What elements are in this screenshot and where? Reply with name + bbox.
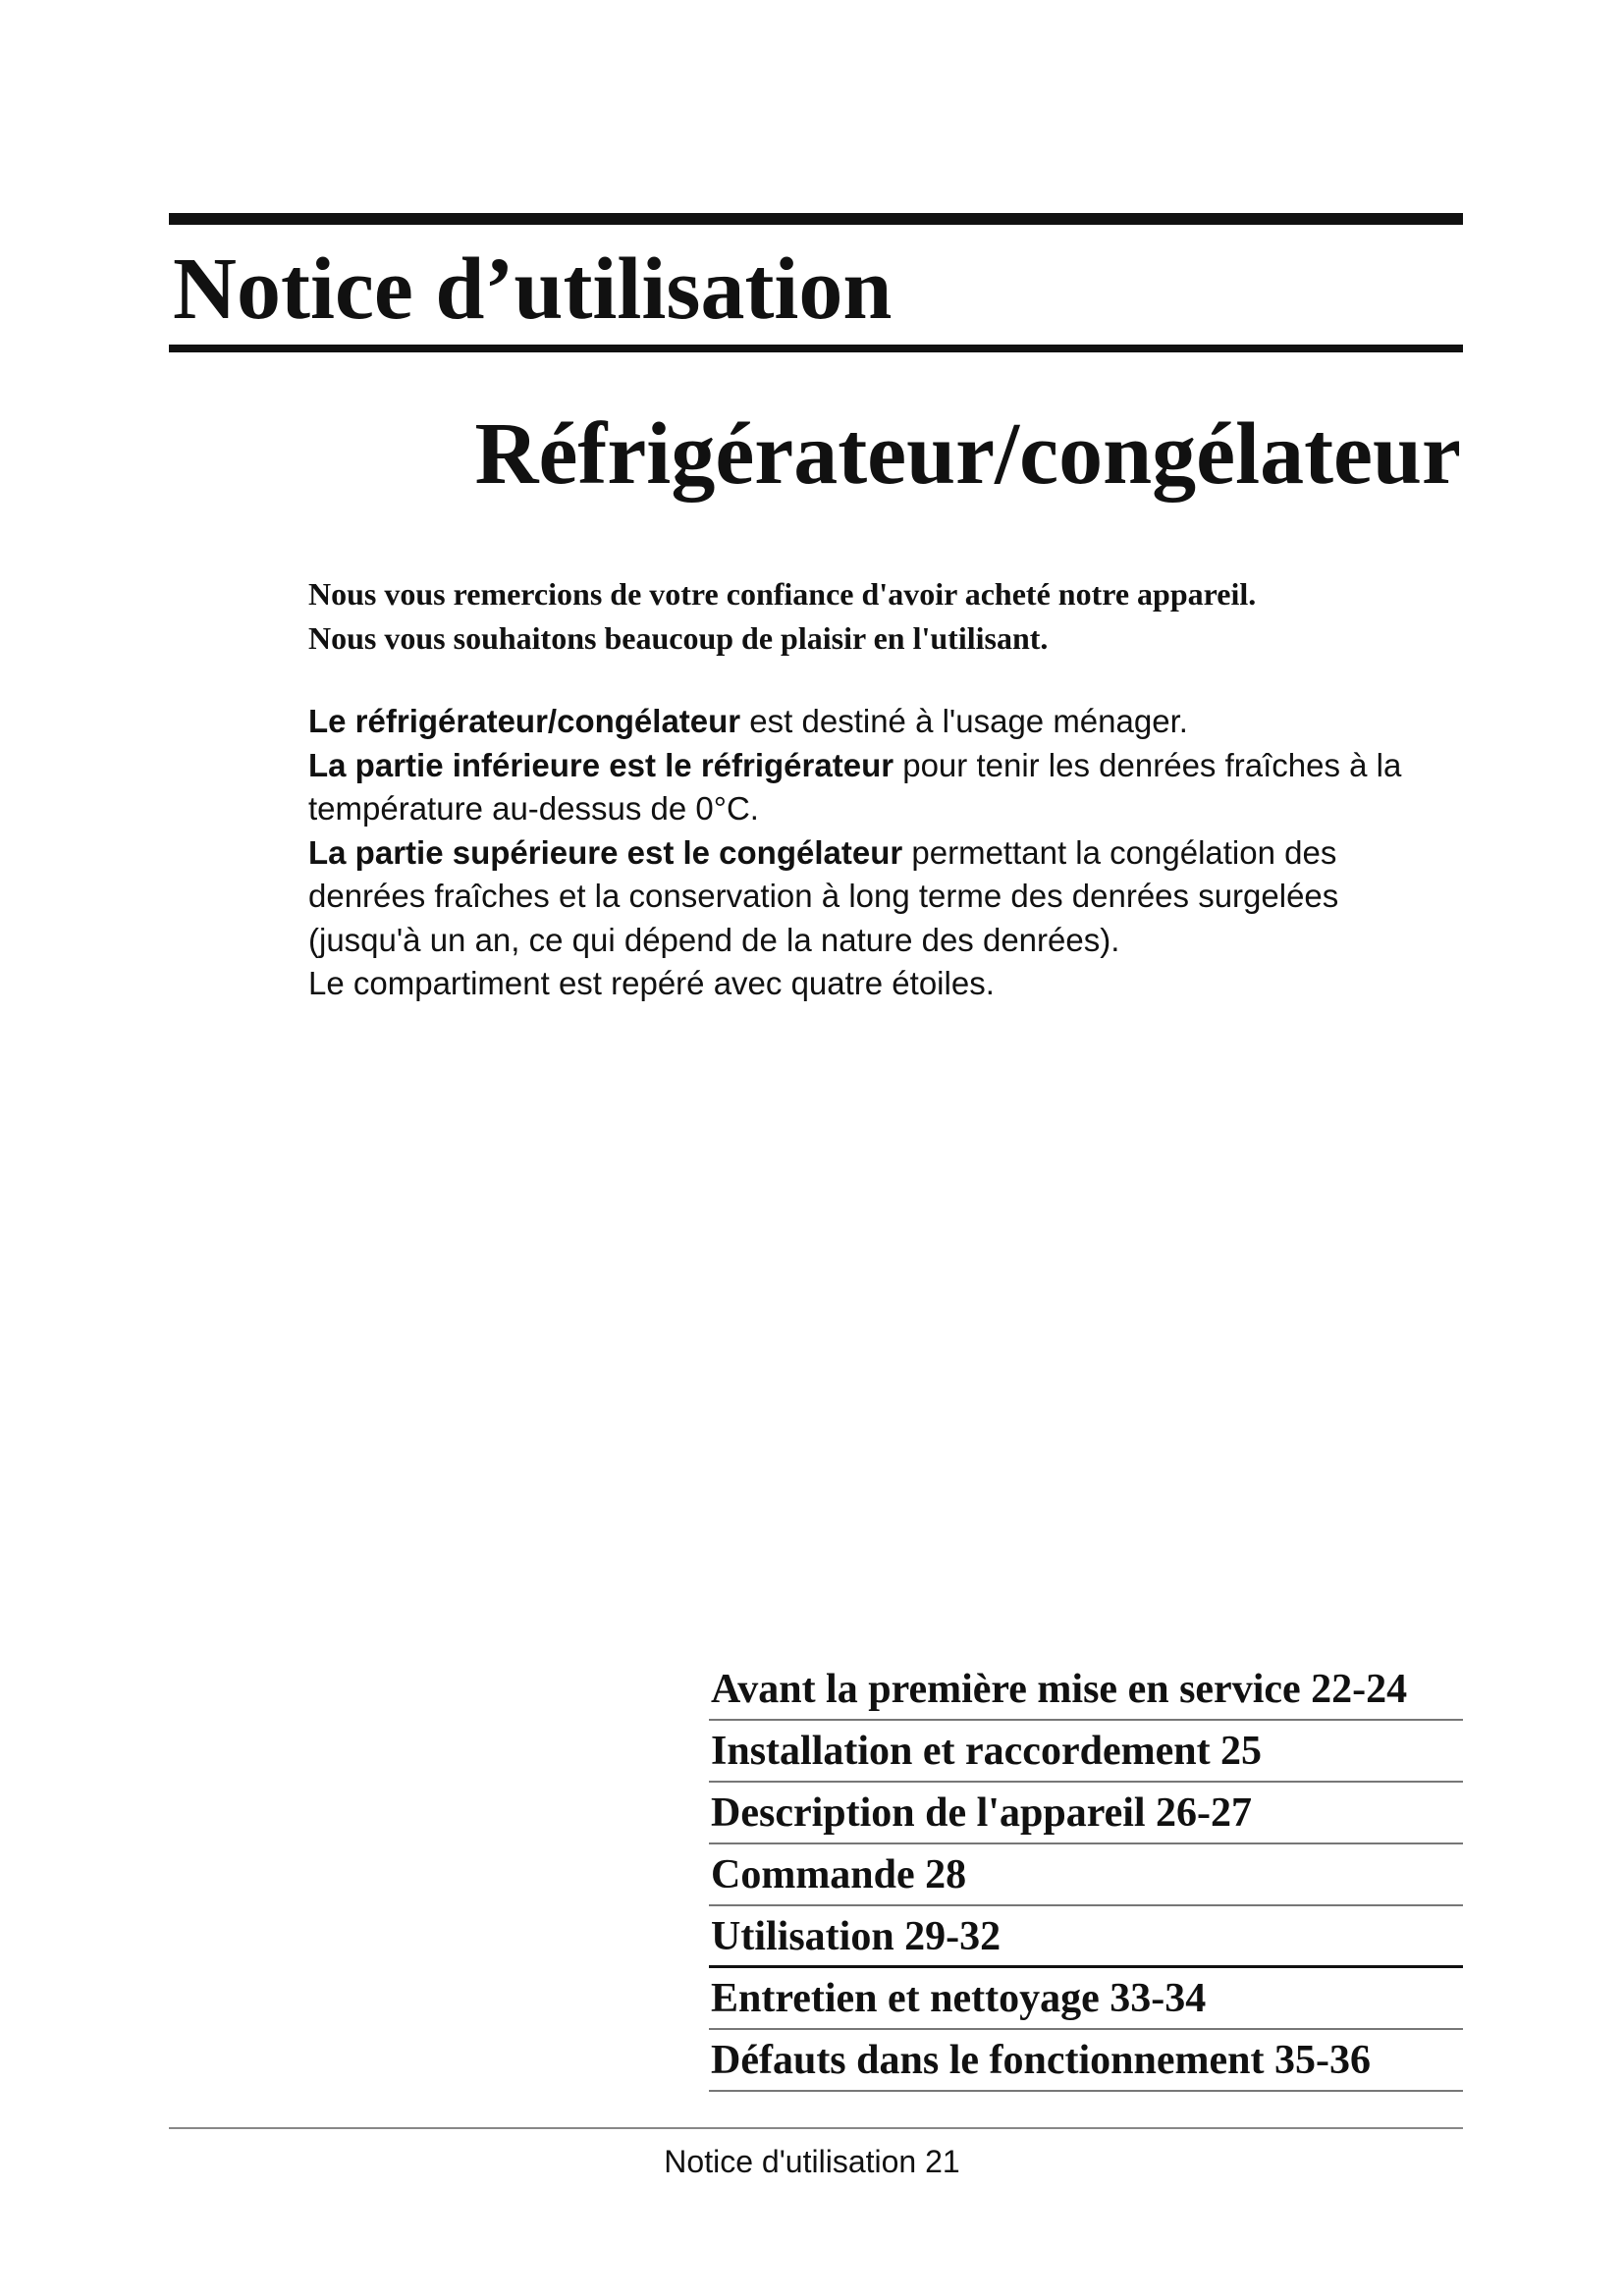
toc-item-defauts[interactable]: Défauts dans le fonctionnement 35-36: [709, 2030, 1463, 2092]
intro-p3-bold: La partie supérieure est le congélateur: [308, 833, 903, 871]
intro-text: [308, 700, 1447, 1006]
page-footer: Notice d'utilisation 21: [664, 2144, 960, 2179]
thanks-line-1: Nous vous remercions de votre confiance d'avoir acheté notre appareil.: [308, 576, 1257, 612]
toc-item-utilisation[interactable]: Utilisation 29-32: [709, 1906, 1463, 1968]
toc-item-description[interactable]: Description de l'appareil 26-27: [709, 1783, 1463, 1844]
intro-p2-text: pour tenir les denrées fraîches à la température au-dessus de 0°C.: [308, 746, 1402, 827]
thanks-message: [308, 572, 1437, 661]
toc-item-avant-mise-en-service[interactable]: Avant la première mise en service 22-24: [709, 1659, 1463, 1721]
intro-p1-text: est destiné à l'usage ménager.: [740, 703, 1188, 739]
intro-paragraph-1: [308, 700, 1447, 744]
intro-paragraph-2: [308, 744, 1447, 831]
top-rule: [169, 213, 1463, 225]
page-title: Notice d’utilisation: [173, 240, 893, 338]
toc-item-installation[interactable]: Installation et raccordement 25: [709, 1721, 1463, 1783]
thanks-line-2: Nous vous souhaitons beaucoup de plaisir en l'utilisant.: [308, 620, 1049, 656]
toc-item-entretien[interactable]: Entretien et nettoyage 33-34: [709, 1968, 1463, 2030]
page-subtitle: Réfrigérateur/congélateur: [474, 405, 1461, 503]
intro-p1-bold: Le réfrigérateur/congélateur: [308, 703, 741, 739]
intro-p2-bold: La partie inférieure est le réfrigérateur: [308, 746, 894, 783]
footer-rule: [169, 2127, 1463, 2129]
toc-item-commande[interactable]: Commande 28: [709, 1844, 1463, 1906]
intro-paragraph-4: Le compartiment est repéré avec quatre étoiles.: [308, 965, 995, 1001]
title-rule: [169, 345, 1463, 352]
table-of-contents: [709, 1659, 1463, 2092]
intro-p3-text: permettant la congélation des denrées fraîches et la conservation à long terme des denrées surgelées (jusqu'à un an, ce qui dépend de la nature des denrées).: [308, 833, 1339, 958]
intro-paragraph-3: [308, 831, 1447, 963]
